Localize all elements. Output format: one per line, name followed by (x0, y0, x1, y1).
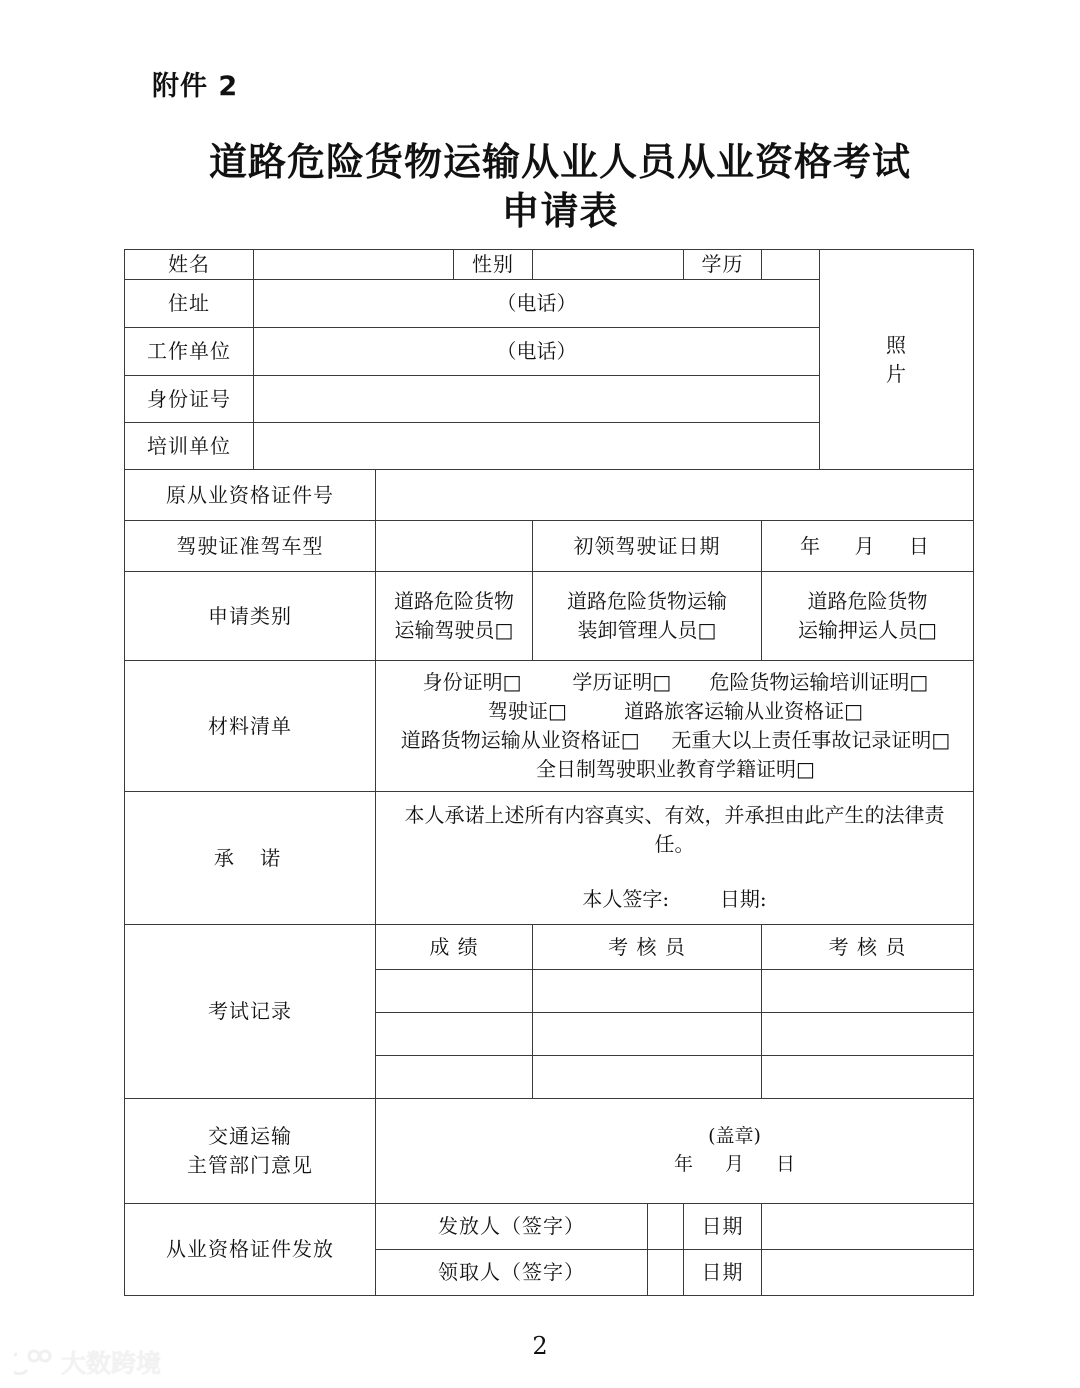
gender-label: 性别 (454, 250, 533, 280)
category-option-escort-line-1: 道路危险货物 (807, 589, 928, 613)
materials-label: 材料清单 (125, 661, 376, 792)
promise-label: 承 诺 (125, 792, 376, 925)
category-option-loading-manager[interactable] (533, 572, 762, 661)
category-option-driver-line-1: 道路危险货物 (394, 589, 514, 613)
table-row (125, 1204, 974, 1250)
issuer-signature-field[interactable] (648, 1204, 684, 1250)
photo-label-line-2: 片 (886, 361, 907, 386)
old-certificate-label: 原从业资格证件号 (125, 470, 376, 521)
category-option-escort[interactable] (762, 572, 974, 661)
authority-stamp-block (661, 1123, 808, 1178)
materials-line-2: 驾驶证□ 道路旅客运输从业资格证□ (487, 699, 863, 723)
exam-header-score: 成 绩 (376, 925, 533, 970)
workplace-label: 工作单位 (125, 328, 254, 376)
first-issue-date-field[interactable]: 年 月 日 (762, 521, 974, 572)
workplace-value-field[interactable]: （电话） (254, 328, 820, 376)
authority-opinion-content[interactable] (376, 1099, 974, 1204)
seal-label: (盖章) (708, 1125, 761, 1148)
table-row (125, 470, 974, 521)
exam-cell-examiner-1[interactable] (533, 970, 762, 1013)
exam-cell-examiner-1[interactable] (533, 1056, 762, 1099)
exam-header-examiner-1: 考 核 员 (533, 925, 762, 970)
exam-cell-score[interactable] (376, 1056, 533, 1099)
photo-label-line-1: 照 (886, 332, 907, 357)
table-row (125, 792, 974, 925)
materials-line-4: 全日制驾驶职业教育学籍证明□ (536, 757, 815, 781)
promise-content (376, 792, 974, 925)
address-value-field[interactable]: （电话） (254, 280, 820, 328)
table-row (125, 661, 974, 792)
training-unit-label: 培训单位 (125, 423, 254, 470)
table-row (125, 572, 974, 661)
category-option-driver-line-2: 运输驾驶员□ (394, 618, 514, 642)
attachment-label: 附件 2 (152, 71, 239, 102)
materials-checklist[interactable] (376, 661, 974, 792)
exam-record-label: 考试记录 (125, 925, 376, 1099)
authority-opinion-label-line-1: 交通运输 (208, 1124, 292, 1148)
first-issue-date-label: 初领驾驶证日期 (533, 521, 762, 572)
page-title (140, 138, 980, 235)
address-label: 住址 (125, 280, 254, 328)
exam-cell-score[interactable] (376, 970, 533, 1013)
promise-signature-line[interactable]: 本人签字: 日期: (582, 887, 767, 911)
gender-value-field[interactable] (533, 250, 684, 280)
exam-cell-examiner-2[interactable] (762, 1013, 974, 1056)
authority-opinion-label (125, 1099, 376, 1204)
education-value-field[interactable] (762, 250, 820, 280)
title-line-1: 道路危险货物运输从业人员从业资格考试 (208, 140, 911, 184)
authority-date-placeholder: 年 月 日 (673, 1153, 809, 1175)
license-type-label: 驾驶证准驾车型 (125, 521, 376, 572)
table-row (125, 1099, 974, 1204)
promise-text: 本人承诺上述所有内容真实、有效，并承担由此产生的法律责任。 (404, 803, 945, 856)
category-option-loading-manager-line-1: 道路危险货物运输 (567, 589, 727, 613)
table-row (125, 925, 974, 970)
watermark (14, 1344, 161, 1380)
id-number-field[interactable] (254, 376, 820, 423)
photo-placeholder (820, 250, 974, 470)
education-label: 学历 (684, 250, 762, 280)
receiver-date-field[interactable] (762, 1250, 974, 1296)
category-label: 申请类别 (125, 572, 376, 661)
issuer-date-label: 日期 (684, 1204, 762, 1250)
category-option-driver[interactable] (376, 572, 533, 661)
title-line-2: 申请表 (501, 188, 619, 233)
license-type-field[interactable] (376, 521, 533, 572)
materials-line-1: 身份证明□ 学历证明□ 危险货物运输培训证明□ (422, 670, 929, 694)
exam-header-examiner-2: 考 核 员 (762, 925, 974, 970)
exam-cell-examiner-2[interactable] (762, 970, 974, 1013)
receiver-date-label: 日期 (684, 1250, 762, 1296)
watermark-text: 大数跨境 (61, 1349, 162, 1378)
application-form (124, 249, 973, 1296)
materials-line-3: 道路货物运输从业资格证□ 无重大以上责任事故记录证明□ (400, 728, 951, 752)
exam-cell-examiner-2[interactable] (762, 1056, 974, 1099)
exam-cell-examiner-1[interactable] (533, 1013, 762, 1056)
watermark-logo-icon (14, 1349, 54, 1375)
category-option-loading-manager-line-2: 装卸管理人员□ (577, 618, 717, 642)
page-number: 2 (532, 1332, 548, 1360)
certificate-issue-label: 从业资格证件发放 (125, 1204, 376, 1296)
name-value-field[interactable] (254, 250, 454, 280)
form-table (124, 249, 974, 1296)
authority-opinion-label-line-2: 主管部门意见 (187, 1153, 313, 1177)
training-unit-field[interactable] (254, 423, 820, 470)
table-row (125, 521, 974, 572)
old-certificate-field[interactable] (376, 470, 974, 521)
receiver-signature-label: 领取人（签字） (376, 1250, 648, 1296)
name-label: 姓名 (125, 250, 254, 280)
exam-cell-score[interactable] (376, 1013, 533, 1056)
category-option-escort-line-2: 运输押运人员□ (798, 618, 937, 642)
id-number-label: 身份证号 (125, 376, 254, 423)
table-row (125, 250, 974, 280)
receiver-signature-field[interactable] (648, 1250, 684, 1296)
issuer-date-field[interactable] (762, 1204, 974, 1250)
issuer-signature-label: 发放人（签字） (376, 1204, 648, 1250)
